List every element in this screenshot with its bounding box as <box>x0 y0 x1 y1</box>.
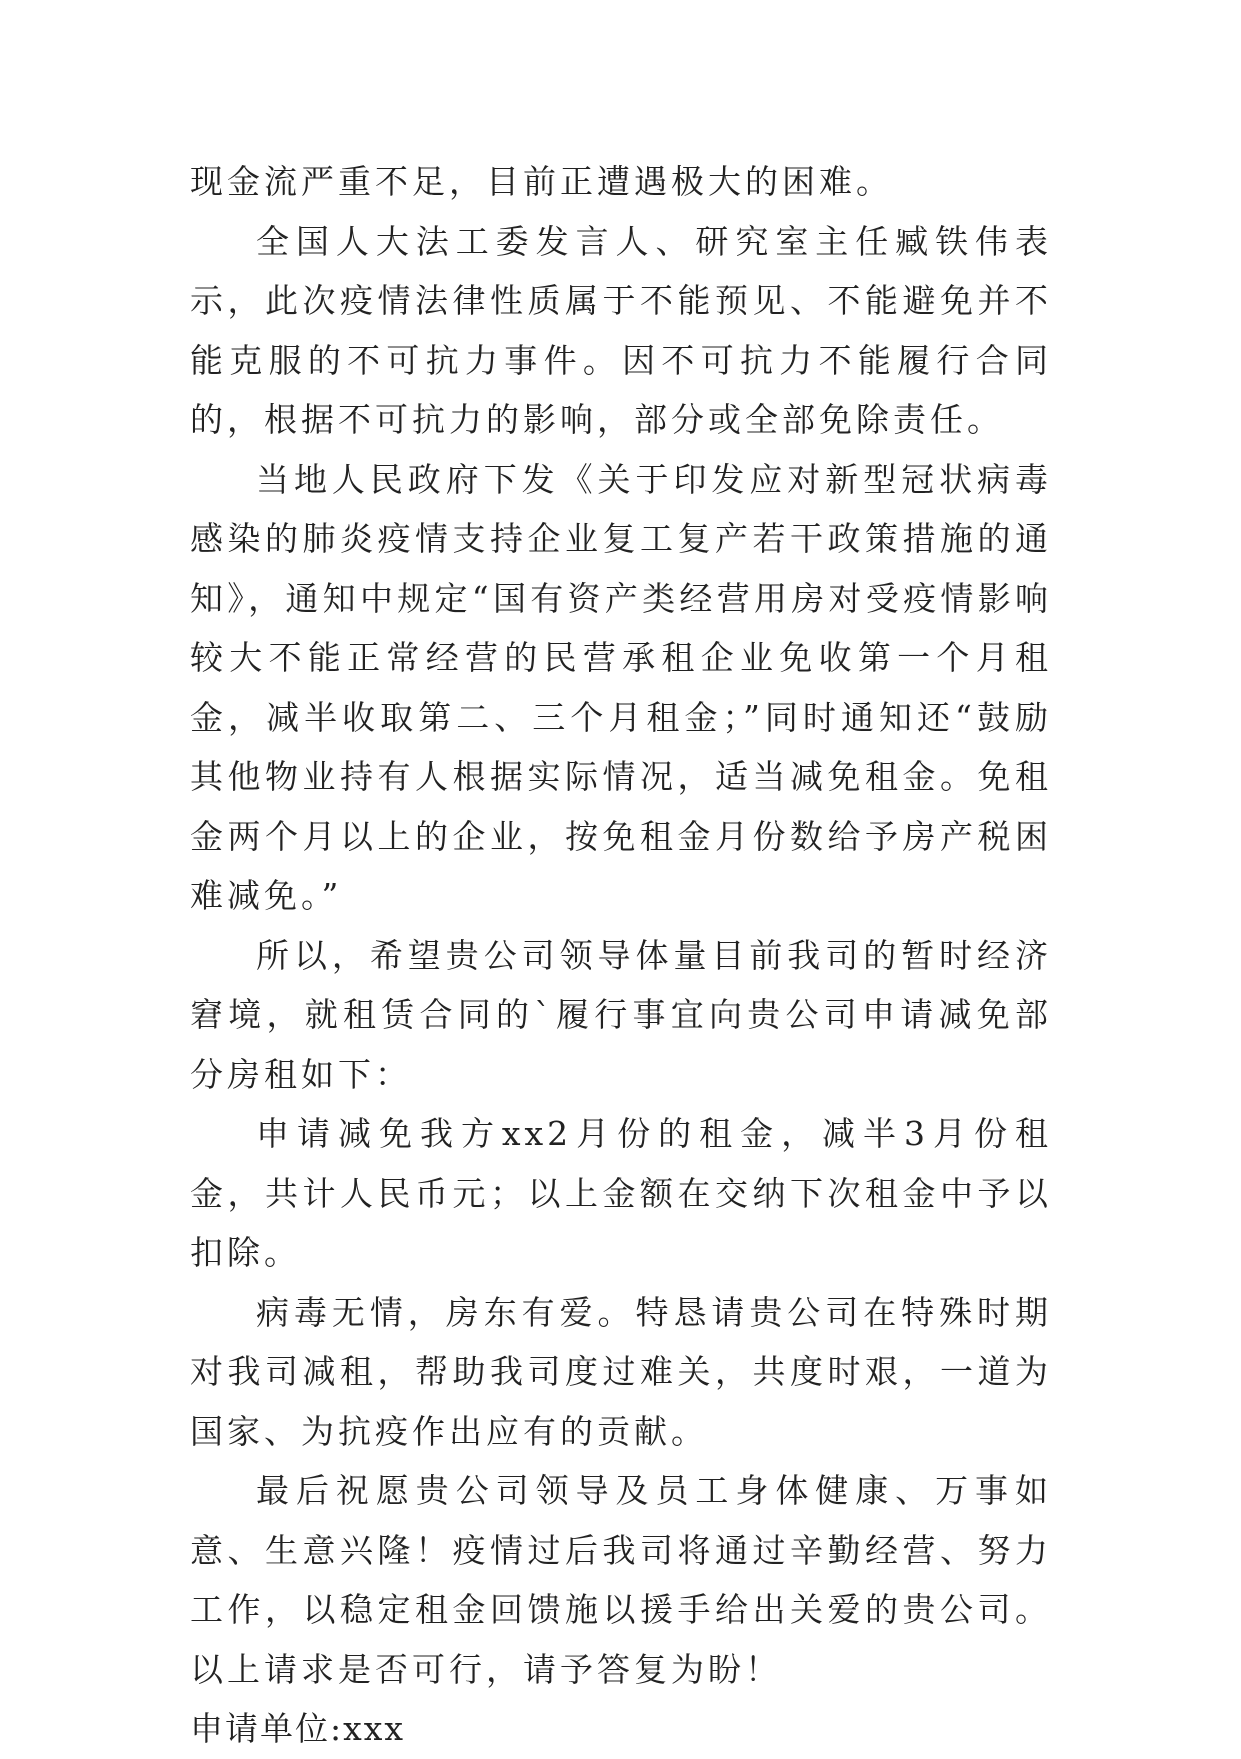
paragraph-request-detail: 申请减免我方xx2月份的租金，减半3月份租金，共计人民币元；以上金额在交纳下次租金中予以扣除。 <box>190 1114 1052 1272</box>
paragraph-force-majeure: 全国人大法工委发言人、研究室主任臧铁伟表示，此次疫情法律性质属于不能预见、不能避免并不能克服的不可抗力事件。因不可抗力不能履行合同的，根据不可抗力的影响，部分或全部免除责任。 <box>190 221 1052 439</box>
paragraph-closing: 最后祝愿贵公司领导及员工身体健康、万事如意、生意兴隆！疫情过后我司将通过辛勤经营、努力工作，以稳定租金回馈施以援手给出关爱的贵公司。以上请求是否可行，请予答复为盼！ <box>190 1471 1052 1689</box>
paragraph-appeal: 病毒无情，房东有爱。特恳请贵公司在特殊时期对我司减租，帮助我司度过难关，共度时艰，一道为国家、为抗疫作出应有的贡献。 <box>190 1292 1052 1451</box>
paragraph-continuation: 现金流严重不足，目前正遭遇极大的困难。 <box>190 162 893 201</box>
signature-applicant: 申请单位:xxx <box>190 1709 405 1748</box>
paragraph-government-notice: 当地人民政府下发《关于印发应对新型冠状病毒感染的肺炎疫情支持企业复工复产若干政策措施的通知》，通知中规定“国有资产类经营用房对受疫情影响较大不能正常经营的民营承租企业免收第一个月租金，减半收取第二、三个月租金；”同时通知还“鼓励其他物业持有人根据实际情况，适当减免租金。免租金两个月以上的企业，按免租金月份数给予房产税困难减免。” <box>190 459 1052 915</box>
paragraph-request-intro: 所以，希望贵公司领导体量目前我司的暂时经济窘境，就租赁合同的`履行事宜向贵公司申请减免部分房租如下： <box>190 935 1052 1094</box>
document-body <box>190 152 1052 1759</box>
